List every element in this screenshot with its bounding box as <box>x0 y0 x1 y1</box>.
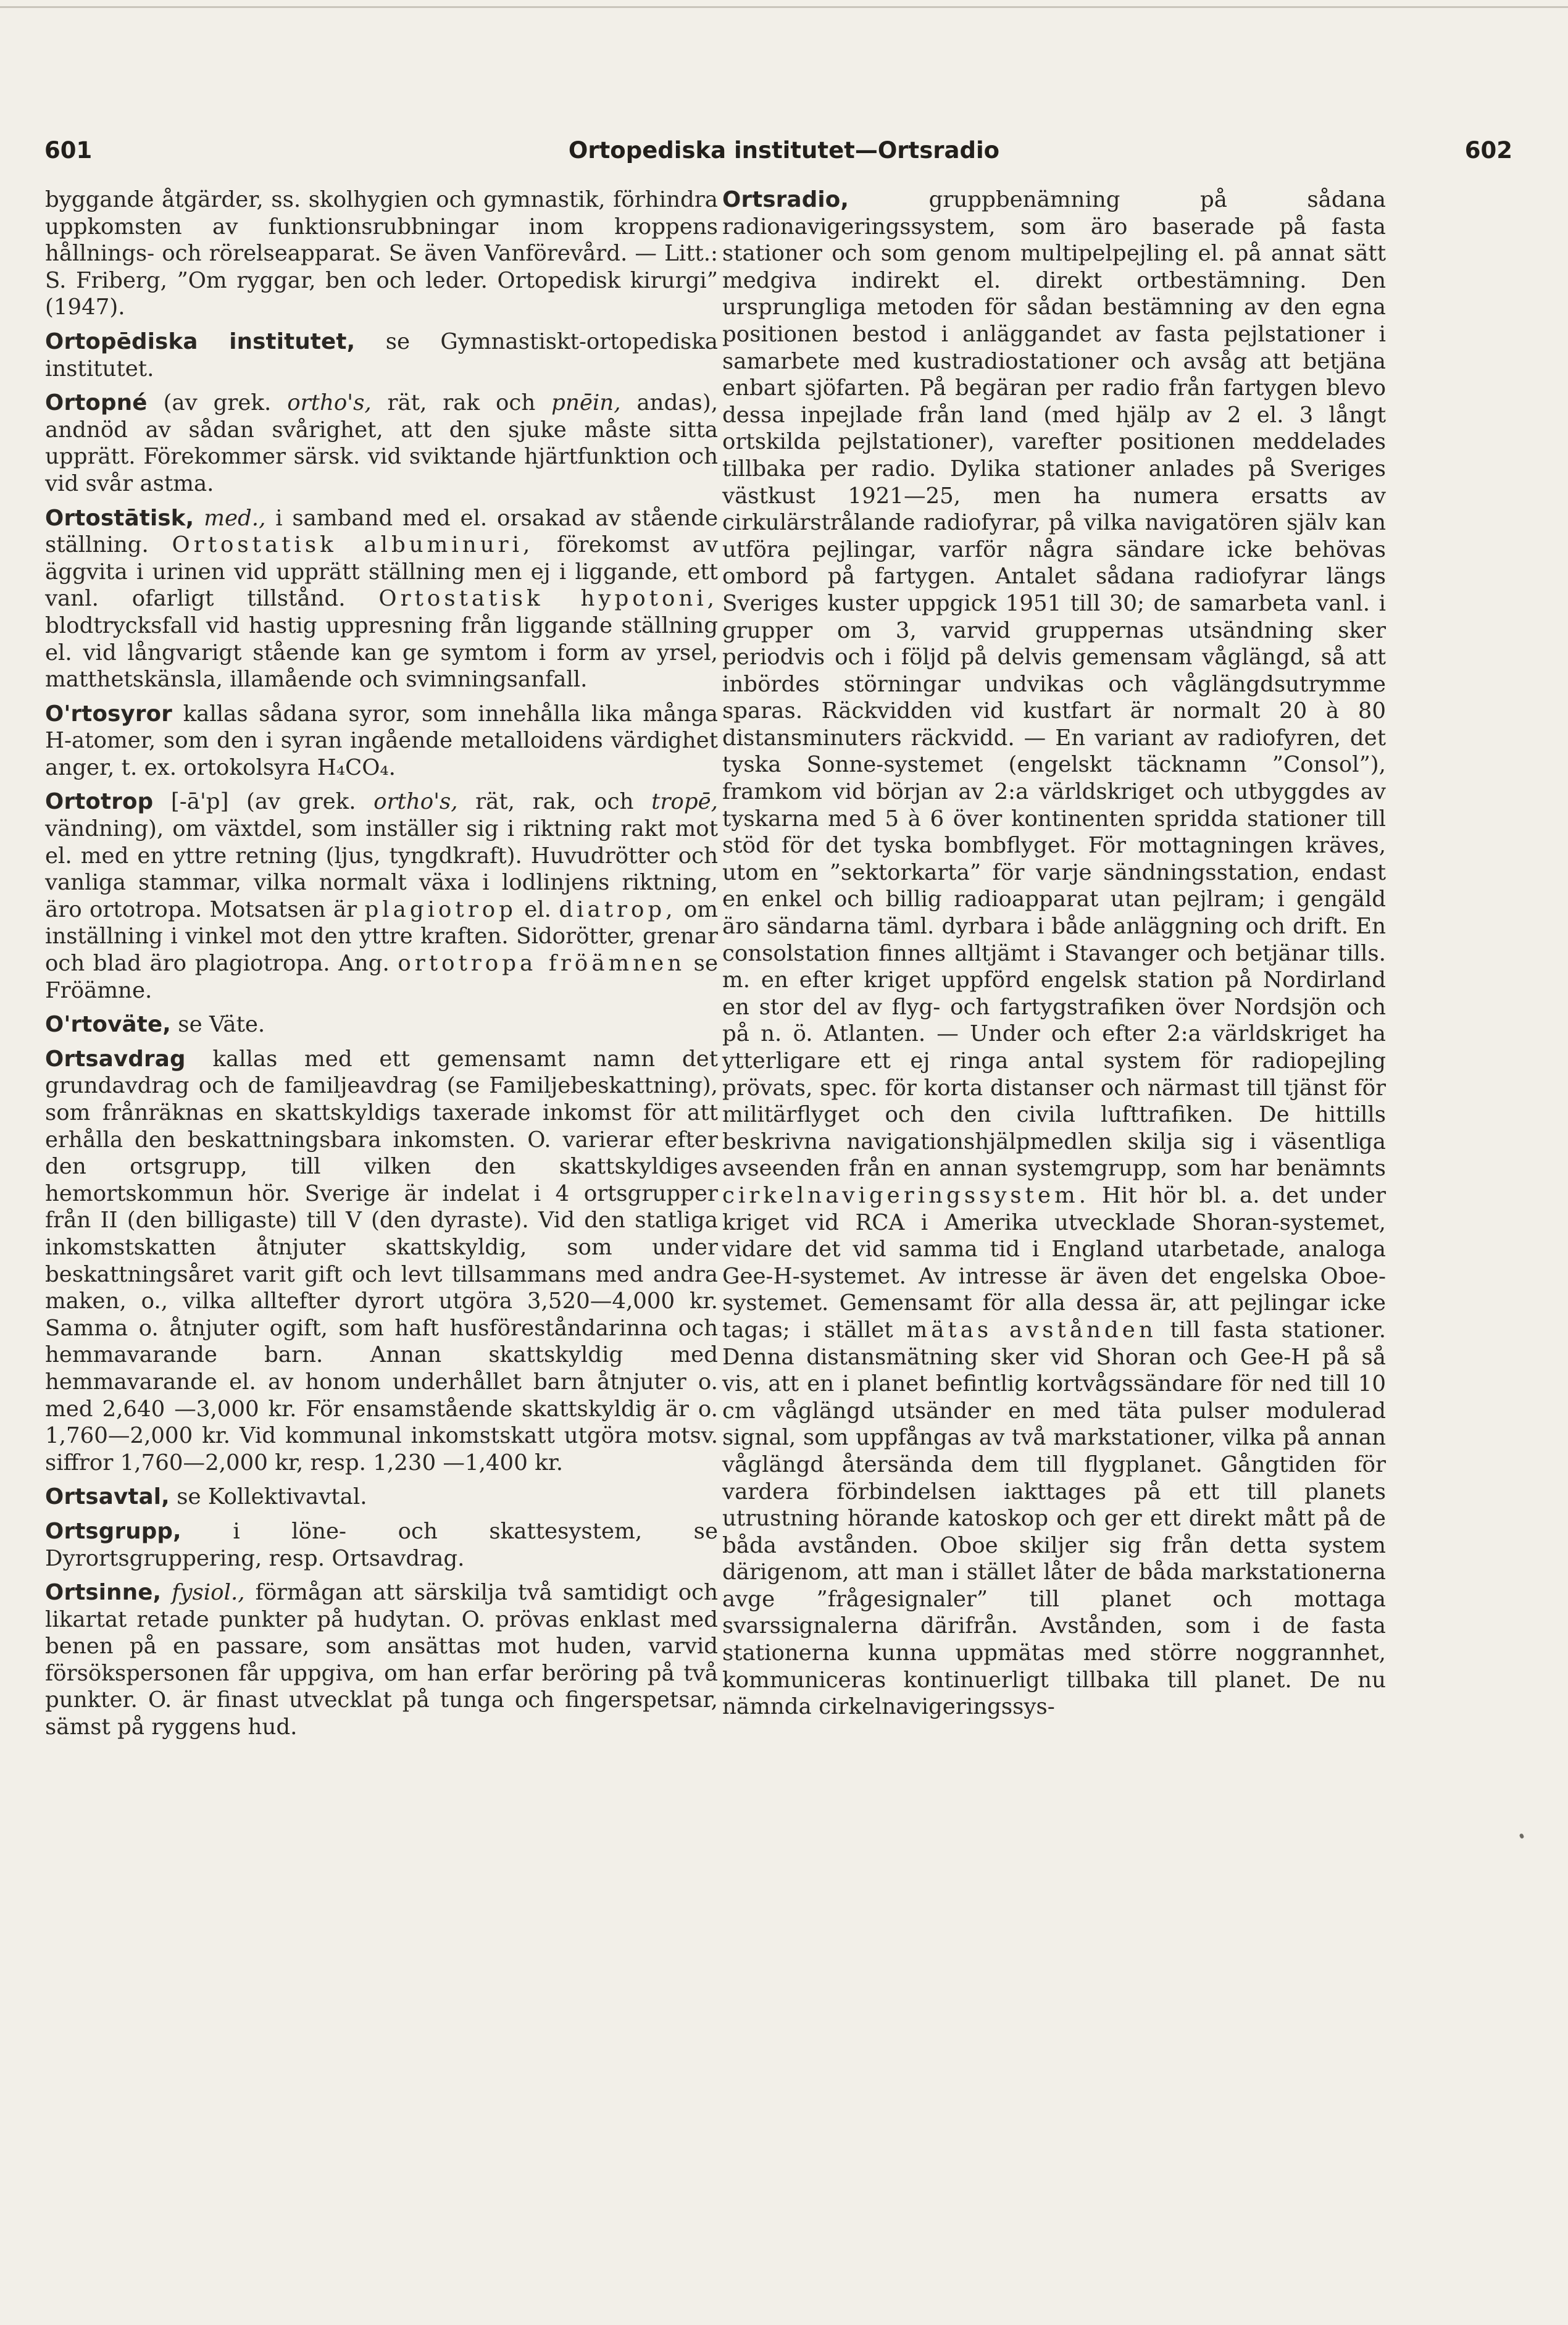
entry-ortsgrupp <box>45 1518 718 1572</box>
spaced-term: Ortostatisk hypotoni, <box>378 586 718 612</box>
etymology-italic: tropē, <box>651 789 718 815</box>
entry-text: el. <box>516 896 559 922</box>
etymology-italic: ortho's, <box>287 390 372 416</box>
entry-ortopne <box>45 390 718 497</box>
spaced-term: mätas avstånden <box>906 1317 1157 1343</box>
entry-ortsinne <box>45 1579 718 1741</box>
entry-text: rät, rak och <box>371 390 552 416</box>
entry-text: se Gymnastiskt-ortopediska institutet. <box>45 328 718 382</box>
margin-speck <box>1519 1833 1525 1839</box>
headword: Ortotrop <box>45 789 154 815</box>
headword: Ortsgrupp, <box>45 1518 181 1544</box>
headword: Ortopné <box>45 390 148 416</box>
entry-text: (av grek. <box>147 390 288 416</box>
headword: Ortostātisk, <box>45 505 194 531</box>
spaced-term: cirkelnavigeringssystem. <box>722 1182 1090 1208</box>
headword: Ortsinne, <box>45 1580 162 1606</box>
entry-text: förmågan att särskilja två samtidigt och likartat retade punkter på hudytan. O. prövas enklast med benen på en passare, som ansättas mot huden, varvid försökspersonen får uppgiva, om han erfar beröring på två punkter. O. är finast utvecklat på tunga och fingerspetsar, sämst på ryggens hud. <box>45 1580 718 1740</box>
field-label-italic: fysiol., <box>161 1580 245 1606</box>
entry-text: om inställning i vinkel mot den yttre kraften. Sidorötter, grenar och blad äro plagiotropa. Ang. <box>45 896 718 977</box>
entry-text: andas), andnöd av sådan svårighet, att den sjuke måste sitta upprätt. Förekommer särsk. vid sviktande hjärtfunktion och vid svår astma. <box>45 390 719 496</box>
spaced-term: ortotropa fröämnen <box>398 951 686 977</box>
spaced-term: diatrop, <box>559 896 677 922</box>
field-label-italic: med., <box>194 505 266 531</box>
page-number-right: 602 <box>1464 137 1512 164</box>
top-edge-rule <box>0 6 1568 8</box>
spaced-term: Ortostatisk albuminuri, <box>172 532 534 558</box>
running-head: Ortopediska institutet—Ortsradio <box>568 137 1000 164</box>
headword: O'rtoväte, <box>45 1012 171 1038</box>
headword: O'rtosyror <box>45 701 173 727</box>
headword: Ortopēdiska institutet, <box>45 328 356 354</box>
entry-text: Hit hör bl. a. det under kriget vid RCA i Amerika utvecklade Shoran-systemet, vidare det vid samma tid i England utarbetade, analoga Gee-H-systemet. Av intresse är även det engelska Oboe-systemet. Gemensamt för alla dessa är, att pejlingar icke tagas; i stället <box>722 1182 1386 1343</box>
entry-ortsavdrag <box>45 1046 718 1477</box>
headword: Ortsavdrag <box>45 1046 186 1072</box>
entry-ortotrop <box>45 788 718 1004</box>
entry-text: i löne- och skattesystem, se Dyrortsgruppering, resp. Ortsavdrag. <box>45 1518 718 1571</box>
entry-text: byggande åtgärder, ss. skolhygien och gymnastik, förhindra uppkomsten av funktionsrubbningar inom kroppens hållnings- och rörelseapparat. Se även Vanförevård. — Litt.: S. Friberg, ”Om ryggar, ben och leder. Ortopedisk kirurgi” (1947). <box>45 187 718 320</box>
entry-text: se Kollektivavtal. <box>169 1484 367 1510</box>
headword: Ortsradio, <box>722 187 849 212</box>
entry-ortostatisk <box>45 505 718 693</box>
page-number-left: 601 <box>44 137 93 164</box>
entry-text: se Fröämne. <box>45 951 718 1003</box>
entry-ortsradio <box>722 186 1386 1721</box>
entry-text: förekomst av äggvita i urinen vid upprätt ställning men ej i liggande, ett vanl. ofarligt tillstånd. <box>45 532 718 612</box>
entry-text: till fasta stationer. Denna distansmätning sker vid Shoran och Gee-H på så vis, att en i planet befintlig kortvågssändare för ned till 10 cm våglängd utsänder en med täta pulser modulerad signal, som uppfångas av två markstationer, vilka på annan våglängd återsända dem till flygplanet. Gångtiden för vardera förbindelsen iakttages på ett till planets utrustning hörande katoskop och ger ett direkt mått på de båda avstånden. Oboe skiljer sig från detta system därigenom, att man i stället låter de båda markstationerna avge ”frågesignaler” till planet och mottaga svarssignalerna därifrån. Avstånden, som i de fasta stationerna kunna uppmätas med större noggrannhet, kommuniceras kontinuerligt tillbaka till planet. De nu nämnda cirkelnavigeringssys- <box>722 1317 1387 1720</box>
entry-text: [-ā'p] (av grek. <box>153 789 374 815</box>
entry-continuation <box>45 186 718 321</box>
right-column <box>722 186 1386 1728</box>
entry-text: kallas med ett gemensamt namn det grundavdrag och de familjeavdrag (se Familjebeskattning), som frånräknas en skattskyldigs taxerade inkomst för att erhålla den beskattningsbara inkomsten. O. varierar efter den ortsgrupp, till vilken den skattskyldiges hemortskommun hör. Sverige är indelat i 4 ortsgrupper från II (den billigaste) till V (den dyraste). Vid den statliga inkomstskatten åtnjuter skattskyldig, som under beskattningsåret varit gift och levt tillsammans med andra maken, o., vilka alltefter dyrort utgöra 3,520—4,000 kr. Samma o. åtnjuter ogift, som haft husföreståndarinna och hemmavarande barn. Annan skattskyldig med hemmavarande el. av honom underhållet barn åtnjuter o. med 2,640 —3,000 kr. För ensamstående skattskyldig är o. 1,760—2,000 kr. Vid kommunal inkomstskatt utgöra motsv. siffror 1,760—2,000 kr, resp. 1,230 —1,400 kr. <box>45 1046 718 1476</box>
entry-ortopediska-institutet <box>45 328 718 382</box>
spaced-term: plagiotrop <box>364 896 517 922</box>
etymology-italic: pnēin, <box>551 390 621 416</box>
headword: Ortsavtal, <box>45 1484 170 1510</box>
entry-ortosyror <box>45 701 718 782</box>
entry-text: kallas sådana syror, som innehålla lika många H-atomer, som den i syran ingående metalloidens värdighet anger, t. ex. ortokolsyra H₄CO₄. <box>45 701 718 780</box>
entry-text: rät, rak, och <box>457 789 652 815</box>
entry-text: se Väte. <box>171 1012 265 1038</box>
entry-text: blodtrycksfall vid hastig uppresning från liggande ställning el. vid långvarigt stående kan ge symtom i form av yrsel, matthetskänsla, illamående och svimningsanfall. <box>45 612 718 693</box>
entry-text: i samband med el. orsakad av stående ställning. <box>45 505 718 558</box>
etymology-italic: ortho's, <box>373 789 458 815</box>
entry-text: gruppbenämning på sådana radionavigeringssystem, som äro baserade på fasta stationer och som genom multipelpejling el. på annat sätt medgiva indirekt el. direkt ortbestämning. Den ursprungliga metoden för sådan bestämning av den egna positionen bestod i anläggandet av fasta pejlstationer i samarbete med kustradiostationer och avsåg att betjäna enbart sjöfarten. På begäran per radio från fartygen blevo dessa inpejlade från land (med hjälp av 2 el. 3 långt ortskilda pejlstationer), varefter positionen meddelades tillbaka per radio. Dylika stationer anlades på Sveriges västkust 1921—25, men ha numera ersatts av cirkulärstrålande radiofyrar, på vilka navigatören själv kan utföra pejlingar, varför några sändare icke behövas ombord på fartygen. Antalet sådana radiofyrar längs Sveriges kuster uppgick 1951 till 30; de samarbeta vanl. i grupper om 3, varvid gruppernas utsändning sker periodvis och i följd på delvis gemensam våglängd, så att inbördes störningar undvikas och våglängdsutrymme sparas. Räckvidden vid kustfart är normalt 20 à 80 distansminuters räckvidd. — En variant av radiofyren, det tyska Sonne-systemet (engelskt täcknamn ”Consol”), framkom vid början av 2:a världskriget och utbyggdes av tyskarna med 5 à 6 över kontinenten spridda stationer till stöd för det tyska bombflyget. För mottagningen kräves, utom en ”sektorkarta” för varje sändningsstation, endast en enkel och billig radioapparat utan pejlram; i gengäld äro sändarna täml. dyrbara i både anläggning och drift. En consolstation finnes alltjämt i Stavanger och betjänar tills. m. en efter kriget uppförd engelsk station på Nordirland en stor del av flyg- och fartygstrafiken över Nordsjön och på n. ö. Atlanten. — Under och efter 2:a världskriget ha ytterligare ett ej ringa antal system för radiopejling prövats, spec. för korta distanser och närmast till tjänst för militärflyget och den civila lufttrafiken. De hittills beskrivna navigationshjälpmedlen skilja sig i väsentliga avseenden från en annan systemgrupp, som har benämnts <box>722 187 1386 1182</box>
entry-text: vändning), om växtdel, som inställer sig i riktning rakt mot el. med en yttre retning (ljus, tyngdkraft). Huvudrötter och vanliga stammar, vilka normalt växa i lodlinjens riktning, äro ortotropa. Motsatsen är <box>45 816 718 922</box>
left-column <box>45 186 718 1748</box>
entry-ortsavtal <box>45 1484 718 1511</box>
entry-ortovate <box>45 1011 718 1038</box>
